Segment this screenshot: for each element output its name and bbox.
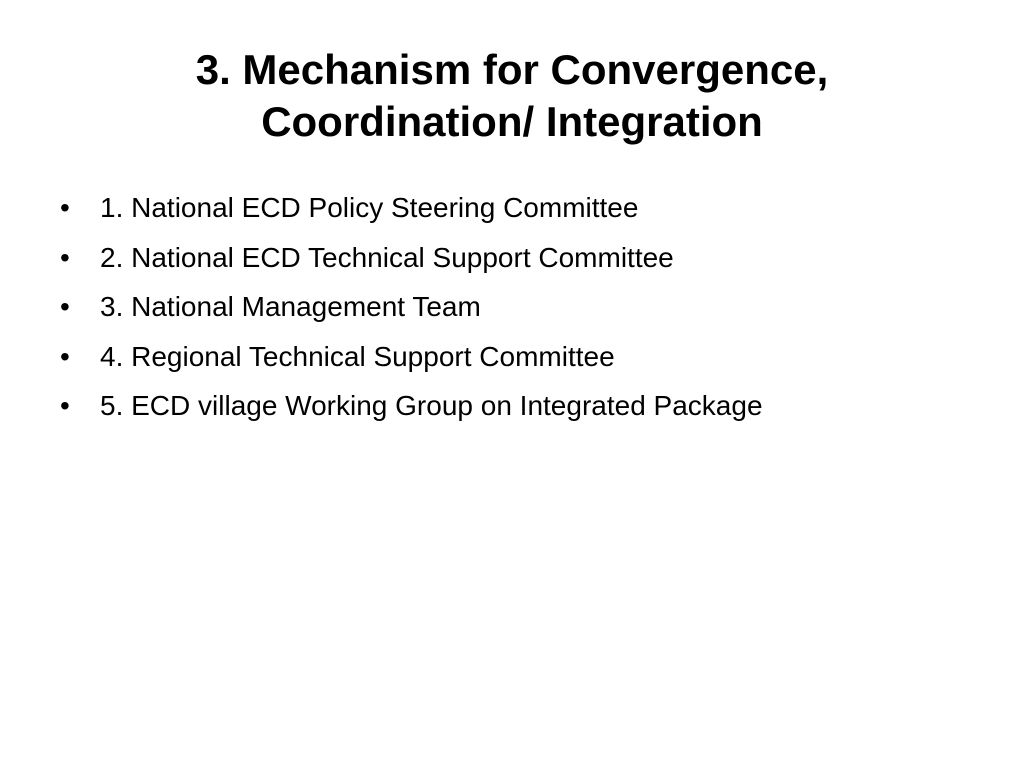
list-item-text: 1. National ECD Policy Steering Committee <box>100 192 639 223</box>
title-line-1: 3. Mechanism for Convergence, <box>195 46 829 93</box>
list-item <box>60 381 980 431</box>
slide-title <box>60 44 964 148</box>
list-item <box>60 183 980 233</box>
bullet-icon: • <box>60 241 70 273</box>
bullet-icon: • <box>60 291 70 322</box>
bullet-icon: • <box>60 340 70 372</box>
bullet-icon: • <box>60 192 70 223</box>
list-item-text: 4. Regional Technical Support Committee <box>100 340 615 372</box>
list-item-text: 2. National ECD Technical Support Committee <box>100 241 674 273</box>
list-item-text: 3. National Management Team <box>100 291 481 322</box>
list-item <box>60 233 980 283</box>
title-line-2: Coordination/ Integration <box>261 98 763 145</box>
bullet-icon: • <box>60 390 70 421</box>
list-item-text: 5. ECD village Working Group on Integrated Package <box>100 390 763 421</box>
list-item <box>60 282 980 332</box>
bullet-list <box>60 183 980 431</box>
list-item <box>60 332 980 382</box>
